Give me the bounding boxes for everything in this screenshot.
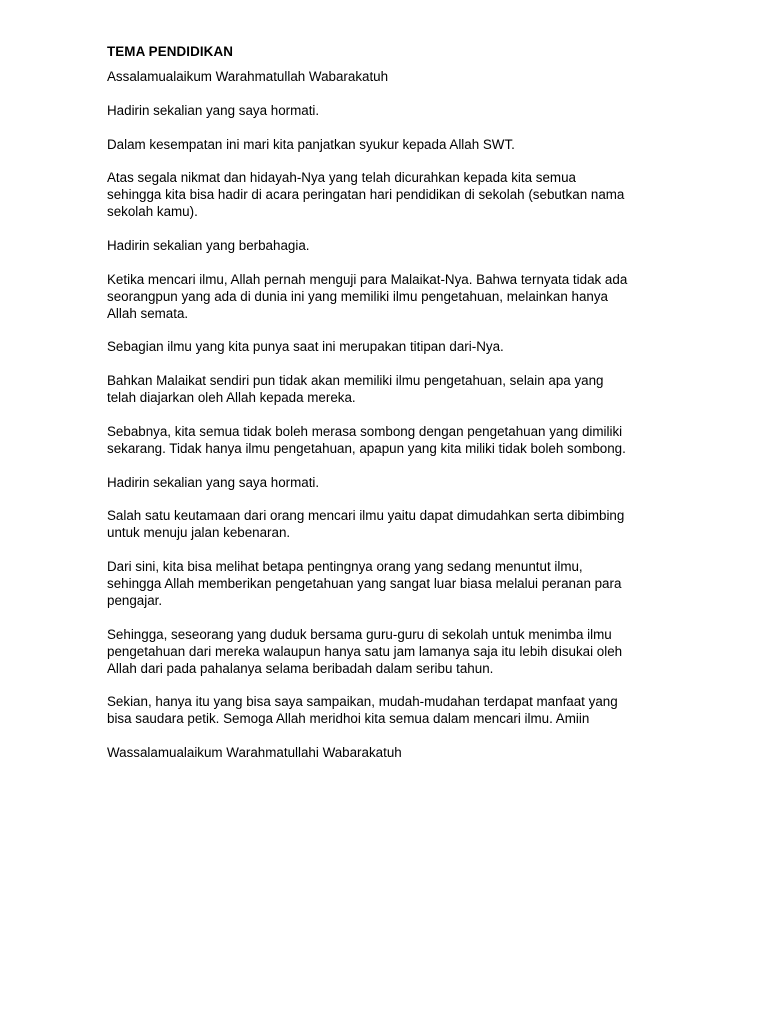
paragraph-importance: Dari sini, kita bisa melihat betapa pentingnya orang yang sedang menuntut ilmu, sehingga Allah memberikan pengetahuan yang sangat luar biasa melalui peranan para pengajar.	[107, 559, 622, 608]
paragraph-audience-3: Hadirin sekalian yang saya hormati.	[107, 474, 320, 490]
paragraph-greeting: Assalamualaikum Warahmatullah Wabarakatuh	[107, 69, 389, 84]
paragraph-teachers: Sehingga, seseorang yang duduk bersama guru-guru di sekolah untuk menimba ilmu pengetahuan dari mereka walaupun hanya satu jam lamanya saja itu lebih disukai oleh Allah dari pada pahalanya selama beribadah dalam seribu tahun.	[107, 626, 623, 676]
paragraph-closing: Sekian, hanya itu yang bisa saya sampaikan, mudah-mudahan terdapat manfaat yang bisa saudara petik. Semoga Allah meridhoi kita semua dalam mencari ilmu. Amiin	[107, 694, 618, 727]
paragraph-virtue: Salah satu keutamaan dari orang mencari ilmu yaitu dapat dimudahkan serta dibimbing untuk menuju jalan kebenaran.	[107, 508, 625, 541]
paragraph-knowledge-entrusted: Sebagian ilmu yang kita punya saat ini merupakan titipan dari-Nya.	[107, 339, 504, 355]
document-page	[107, 43, 707, 779]
paragraph-angels-knowledge: Bahkan Malaikat sendiri pun tidak akan memiliki ilmu pengetahuan, selain apa yang telah diajarkan oleh Allah kepada mereka.	[107, 373, 604, 406]
paragraph-gratitude: Dalam kesempatan ini mari kita panjatkan syukur kepada Allah SWT.	[107, 136, 515, 152]
paragraph-audience-2: Hadirin sekalian yang berbahagia.	[107, 238, 310, 253]
paragraph-no-arrogance: Sebabnya, kita semua tidak boleh merasa sombong dengan pengetahuan yang dimiliki sekarang. Tidak hanya ilmu pengetahuan, apapun yang kita miliki tidak boleh sombong.	[107, 423, 626, 456]
paragraph-farewell: Wassalamualaikum Warahmatullahi Wabarakatuh	[107, 745, 402, 761]
paragraph-blessings: Atas segala nikmat dan hidayah-Nya yang telah dicurahkan kepada kita semua sehingga kita bisa hadir di acara peringatan hari pendidikan di sekolah (sebutkan nama sekolah kamu).	[107, 170, 625, 220]
paragraph-angels-test: Ketika mencari ilmu, Allah pernah menguji para Malaikat-Nya. Bahwa ternyata tidak ada seorangpun yang ada di dunia ini yang memiliki ilmu pengetahuan, melainkan hanya Allah semata.	[107, 271, 628, 321]
paragraph-audience-1: Hadirin sekalian yang saya hormati.	[107, 102, 320, 118]
document-title: TEMA PENDIDIKAN	[107, 44, 233, 59]
